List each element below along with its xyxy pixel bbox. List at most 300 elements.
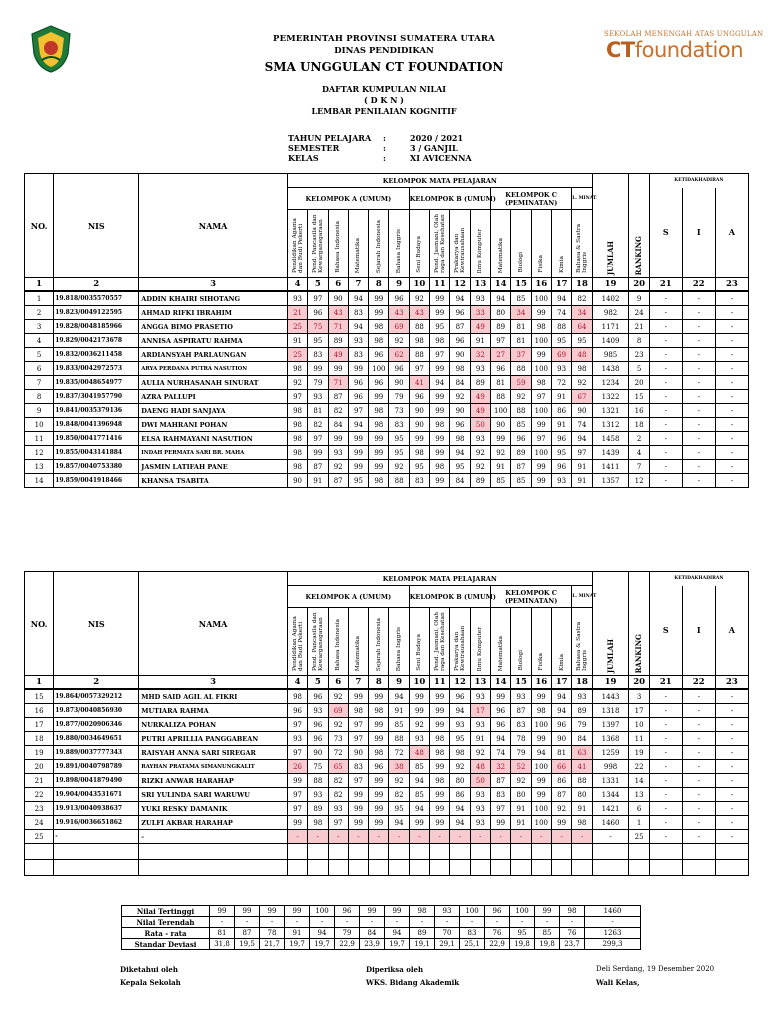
stats-value: 76 bbox=[560, 928, 585, 939]
stats-value: 99 bbox=[360, 906, 385, 917]
score-cell: 100 bbox=[531, 446, 551, 460]
score-cell: 99 bbox=[430, 362, 450, 376]
score-cell: 98 bbox=[531, 376, 551, 390]
score-cell: 100 bbox=[531, 816, 551, 830]
row-nama: DWI MAHRANI POHAN bbox=[139, 418, 288, 432]
subject-header: Kimia bbox=[551, 608, 571, 676]
column-number: 21 bbox=[649, 278, 682, 292]
statistics-table bbox=[121, 905, 641, 950]
score-cell: 89 bbox=[470, 474, 490, 488]
score-cell: 37 bbox=[511, 348, 531, 362]
row-nis: 19.891/0040798789 bbox=[54, 760, 139, 774]
score-cell: 81 bbox=[551, 746, 571, 760]
score-cell: 90 bbox=[572, 404, 592, 418]
column-number: 22 bbox=[682, 676, 715, 690]
row-nis: 19.916/0036651862 bbox=[54, 816, 139, 830]
stats-value: - bbox=[410, 917, 435, 928]
score-cell: 97 bbox=[287, 788, 307, 802]
column-number: 4 bbox=[287, 278, 307, 292]
column-number: 17 bbox=[551, 676, 571, 690]
score-cell: 71 bbox=[328, 320, 348, 334]
row-a: - bbox=[715, 291, 748, 306]
row-ranking: 17 bbox=[629, 704, 649, 718]
score-cell: 98 bbox=[287, 432, 307, 446]
row-nis: 19.855/0043141884 bbox=[54, 446, 139, 460]
score-cell: 93 bbox=[551, 362, 571, 376]
row-nis: 19.898/0041879490 bbox=[54, 774, 139, 788]
table-row bbox=[25, 320, 749, 334]
score-cell: 99 bbox=[348, 460, 368, 474]
row-nis: 19.880/0034649651 bbox=[54, 732, 139, 746]
stats-label: Standar Deviasi bbox=[122, 939, 210, 950]
row-i: - bbox=[682, 746, 715, 760]
table-row bbox=[25, 689, 749, 704]
score-cell: 94 bbox=[430, 376, 450, 390]
score-cell: 93 bbox=[308, 390, 328, 404]
score-cell: 97 bbox=[348, 774, 368, 788]
stats-value: 22,9 bbox=[485, 939, 510, 950]
row-no: 1 bbox=[25, 291, 54, 306]
score-cell: 86 bbox=[551, 774, 571, 788]
col-no: NO. bbox=[25, 572, 54, 676]
score-cell: 82 bbox=[572, 291, 592, 306]
score-cell: 99 bbox=[491, 689, 511, 704]
row-jumlah: 1312 bbox=[592, 418, 629, 432]
score-cell: 91 bbox=[572, 474, 592, 488]
stats-value: 21,7 bbox=[260, 939, 285, 950]
col-nis: NIS bbox=[54, 174, 139, 278]
score-cell: 64 bbox=[572, 320, 592, 334]
score-cell: 49 bbox=[328, 348, 348, 362]
stats-value: 19,7 bbox=[285, 939, 310, 950]
score-cell: 72 bbox=[328, 746, 348, 760]
stats-value: 94 bbox=[310, 928, 335, 939]
score-cell: 98 bbox=[369, 746, 389, 760]
score-cell: 88 bbox=[551, 320, 571, 334]
row-nama: NURKALIZA POHAN bbox=[139, 718, 288, 732]
column-number: 4 bbox=[287, 676, 307, 690]
score-cell: 92 bbox=[551, 802, 571, 816]
column-number: 18 bbox=[572, 676, 592, 690]
stats-value: 19,7 bbox=[310, 939, 335, 950]
group-b-header: KELOMPOK B (UMUM) bbox=[409, 188, 490, 210]
score-cell: 95 bbox=[389, 802, 409, 816]
stats-label: Rata - rata bbox=[122, 928, 210, 939]
score-cell: 100 bbox=[369, 362, 389, 376]
score-cell: 94 bbox=[409, 774, 429, 788]
score-cell: 93 bbox=[470, 432, 490, 446]
column-number: 7 bbox=[348, 278, 368, 292]
row-nis: 19.828/0048185966 bbox=[54, 320, 139, 334]
jumlah-header: JUMLAH bbox=[605, 240, 615, 275]
row-ranking: 14 bbox=[629, 774, 649, 788]
score-cell: 99 bbox=[409, 432, 429, 446]
table-row bbox=[25, 460, 749, 474]
score-cell: 98 bbox=[409, 334, 429, 348]
score-cell: 96 bbox=[551, 432, 571, 446]
table-row bbox=[25, 704, 749, 718]
row-nis: 19.877/0020906346 bbox=[54, 718, 139, 732]
score-cell: 94 bbox=[450, 704, 470, 718]
score-cell: 88 bbox=[409, 348, 429, 362]
score-cell: 99 bbox=[308, 446, 328, 460]
score-cell: 83 bbox=[308, 348, 328, 362]
row-nis: 19.848/0041396948 bbox=[54, 418, 139, 432]
row-nis: 19.837/3041957790 bbox=[54, 390, 139, 404]
score-cell: 95 bbox=[450, 732, 470, 746]
score-cell: 99 bbox=[348, 802, 368, 816]
col-no: NO. bbox=[25, 174, 54, 278]
score-cell: 49 bbox=[470, 390, 490, 404]
score-cell: 99 bbox=[287, 816, 307, 830]
score-cell: 92 bbox=[409, 291, 429, 306]
column-number: 7 bbox=[348, 676, 368, 690]
score-cell: 90 bbox=[409, 418, 429, 432]
stats-value: 22,9 bbox=[335, 939, 360, 950]
score-cell: 99 bbox=[369, 774, 389, 788]
group-a-header: KELOMPOK A (UMUM) bbox=[287, 586, 409, 608]
group-c-header: KELOMPOK C (PEMINATAN) bbox=[491, 586, 572, 608]
subject-header: Pend. Pancasila dan Kewarganegaraan bbox=[308, 210, 328, 278]
stats-value: 76 bbox=[485, 928, 510, 939]
column-number: 11 bbox=[430, 676, 450, 690]
row-no: 22 bbox=[25, 788, 54, 802]
row-ranking: 10 bbox=[629, 718, 649, 732]
score-cell: 99 bbox=[348, 362, 368, 376]
row-jumlah: 1438 bbox=[592, 362, 629, 376]
score-cell: 98 bbox=[287, 460, 307, 474]
score-cell: 97 bbox=[348, 404, 368, 418]
row-nama: PUTRI APRILLIA PANGGABEAN bbox=[139, 732, 288, 746]
stats-value: - bbox=[460, 917, 485, 928]
row-i: - bbox=[682, 320, 715, 334]
row-i: - bbox=[682, 362, 715, 376]
score-cell: 93 bbox=[287, 291, 307, 306]
stats-value: 87 bbox=[235, 928, 260, 939]
row-nama: MHD SAID AGIL AL FIKRI bbox=[139, 689, 288, 704]
subject-header: Prakarya dan Kewirausahaan bbox=[450, 210, 470, 278]
score-cell: 92 bbox=[511, 390, 531, 404]
score-cell: 87 bbox=[511, 704, 531, 718]
row-a: - bbox=[715, 802, 748, 816]
subject-header: Sejarah Indonesia bbox=[369, 210, 389, 278]
column-number: 14 bbox=[491, 278, 511, 292]
score-cell: 98 bbox=[308, 816, 328, 830]
row-nama: JASMIN LATIFAH PANE bbox=[139, 460, 288, 474]
column-number: 8 bbox=[369, 676, 389, 690]
subject-header: Matematika bbox=[348, 210, 368, 278]
stats-value: - bbox=[560, 917, 585, 928]
score-cell: 91 bbox=[287, 334, 307, 348]
row-i: - bbox=[682, 689, 715, 704]
score-cell: 99 bbox=[430, 704, 450, 718]
row-jumlah: - bbox=[592, 830, 629, 844]
score-cell: 94 bbox=[450, 802, 470, 816]
row-i: - bbox=[682, 446, 715, 460]
score-cell: 87 bbox=[308, 460, 328, 474]
score-cell: 93 bbox=[551, 474, 571, 488]
subject-header: Pendidikan Agama dan Budi Pekerti bbox=[287, 608, 307, 676]
row-no: 10 bbox=[25, 418, 54, 432]
row-i: - bbox=[682, 348, 715, 362]
column-number: 11 bbox=[430, 278, 450, 292]
score-cell: 99 bbox=[531, 418, 551, 432]
row-a: - bbox=[715, 746, 748, 760]
subject-header: Seni Budaya bbox=[409, 608, 429, 676]
score-cell: 71 bbox=[328, 376, 348, 390]
score-cell: 97 bbox=[328, 816, 348, 830]
score-cell: 98 bbox=[369, 320, 389, 334]
score-cell: 73 bbox=[389, 404, 409, 418]
score-cell: 98 bbox=[430, 732, 450, 746]
row-jumlah: 1344 bbox=[592, 788, 629, 802]
row-nis: 19.904/0043531671 bbox=[54, 788, 139, 802]
score-cell: 97 bbox=[287, 746, 307, 760]
score-cell: 52 bbox=[511, 760, 531, 774]
score-cell: 95 bbox=[409, 460, 429, 474]
score-cell: 97 bbox=[531, 390, 551, 404]
stats-row bbox=[122, 939, 641, 950]
score-cell: 97 bbox=[287, 718, 307, 732]
row-a: - bbox=[715, 376, 748, 390]
row-nama: ANGGA BIMO PRASETIO bbox=[139, 320, 288, 334]
row-nama: INDAH PERMATA SARI BR. MAHA bbox=[139, 446, 288, 460]
score-cell: 91 bbox=[511, 816, 531, 830]
score-cell: 100 bbox=[531, 760, 551, 774]
score-cell: 97 bbox=[287, 802, 307, 816]
group-a-header: KELOMPOK A (UMUM) bbox=[287, 188, 409, 210]
subject-header: Bahasa & Sastra Inggris bbox=[572, 210, 592, 278]
l-minat-header: L. MINAT bbox=[572, 188, 592, 210]
stats-value: - bbox=[285, 917, 310, 928]
score-cell: 94 bbox=[551, 291, 571, 306]
row-ranking: 13 bbox=[629, 788, 649, 802]
score-cell: 83 bbox=[511, 718, 531, 732]
score-cell: 91 bbox=[308, 474, 328, 488]
stats-value: 19,5 bbox=[235, 939, 260, 950]
score-cell: 99 bbox=[369, 432, 389, 446]
stats-value: 89 bbox=[410, 928, 435, 939]
row-i: - bbox=[682, 802, 715, 816]
subject-header: Kimia bbox=[551, 210, 571, 278]
stats-value: 99 bbox=[260, 906, 285, 917]
score-cell: - bbox=[328, 830, 348, 844]
score-cell: 99 bbox=[430, 404, 450, 418]
score-cell: 95 bbox=[572, 334, 592, 348]
score-cell: 99 bbox=[409, 689, 429, 704]
subject-header: Bahasa Inggris bbox=[389, 210, 409, 278]
score-cell: 87 bbox=[328, 474, 348, 488]
row-a: - bbox=[715, 830, 748, 844]
row-nama: MUTIARA RAHMA bbox=[139, 704, 288, 718]
score-cell: 95 bbox=[389, 432, 409, 446]
score-cell: - bbox=[450, 830, 470, 844]
row-nis: 19.818/0035570557 bbox=[54, 291, 139, 306]
score-cell: - bbox=[551, 830, 571, 844]
row-no: 3 bbox=[25, 320, 54, 334]
score-cell: 99 bbox=[348, 689, 368, 704]
score-cell: 96 bbox=[348, 390, 368, 404]
row-s: - bbox=[649, 460, 682, 474]
row-s: - bbox=[649, 816, 682, 830]
subject-header: Pendidikan Agama dan Budi Pekerti bbox=[287, 210, 307, 278]
score-cell: 86 bbox=[551, 404, 571, 418]
row-nama: ELSA RAHMAYANI NASUTION bbox=[139, 432, 288, 446]
score-cell: 88 bbox=[511, 404, 531, 418]
score-cell: 82 bbox=[328, 774, 348, 788]
brand-tagline: SEKOLAH MENENGAH ATAS UNGGULAN bbox=[604, 30, 764, 38]
score-cell: 21 bbox=[287, 306, 307, 320]
score-cell: 93 bbox=[470, 362, 490, 376]
score-cell: 90 bbox=[450, 404, 470, 418]
score-cell: 94 bbox=[572, 432, 592, 446]
score-cell: 95 bbox=[551, 334, 571, 348]
stats-value: - bbox=[435, 917, 460, 928]
row-nis: 19.889/0037777343 bbox=[54, 746, 139, 760]
row-nama: ARDIANSYAH PARLAUNGAN bbox=[139, 348, 288, 362]
row-s: - bbox=[649, 334, 682, 348]
stats-value: 29,1 bbox=[435, 939, 460, 950]
row-i: - bbox=[682, 760, 715, 774]
subject-header: Sejarah Indonesia bbox=[369, 608, 389, 676]
subject-header: Ilmu Komputer bbox=[470, 608, 490, 676]
row-i: - bbox=[682, 432, 715, 446]
row-nis: 19.857/0040753380 bbox=[54, 460, 139, 474]
subject-header: Bahasa Indonesia bbox=[328, 210, 348, 278]
row-nama: AHMAD RIFKI IBRAHIM bbox=[139, 306, 288, 320]
score-cell: 85 bbox=[511, 291, 531, 306]
col-nama: NAMA bbox=[139, 174, 288, 278]
table-row bbox=[25, 404, 749, 418]
group-c-header: KELOMPOK C (PEMINATAN) bbox=[491, 188, 572, 210]
stats-value: 23,7 bbox=[560, 939, 585, 950]
score-cell: 91 bbox=[572, 802, 592, 816]
stats-value: 100 bbox=[510, 906, 535, 917]
row-a: - bbox=[715, 306, 748, 320]
score-cell: 81 bbox=[491, 376, 511, 390]
row-jumlah: 1409 bbox=[592, 334, 629, 348]
score-cell: 92 bbox=[389, 460, 409, 474]
score-cell: 96 bbox=[287, 704, 307, 718]
stats-value: 19,8 bbox=[510, 939, 535, 950]
score-cell: 95 bbox=[450, 460, 470, 474]
column-number: 20 bbox=[629, 676, 649, 690]
row-i: - bbox=[682, 306, 715, 320]
row-a: - bbox=[715, 418, 748, 432]
score-cell: 34 bbox=[572, 306, 592, 320]
row-s: - bbox=[649, 760, 682, 774]
subject-header: Seni Budaya bbox=[409, 210, 429, 278]
score-cell: 92 bbox=[511, 774, 531, 788]
score-cell: 98 bbox=[348, 704, 368, 718]
score-cell: 99 bbox=[430, 432, 450, 446]
score-cell: 94 bbox=[348, 418, 368, 432]
row-no: 14 bbox=[25, 474, 54, 488]
row-no: 16 bbox=[25, 704, 54, 718]
score-cell: 99 bbox=[430, 689, 450, 704]
score-cell: 93 bbox=[511, 689, 531, 704]
table-row bbox=[25, 830, 749, 844]
absence-i: I bbox=[682, 188, 715, 278]
table-row bbox=[25, 718, 749, 732]
subject-header: Matematika bbox=[348, 608, 368, 676]
row-i: - bbox=[682, 376, 715, 390]
row-ranking: 15 bbox=[629, 390, 649, 404]
row-i: - bbox=[682, 418, 715, 432]
column-number: 2 bbox=[54, 676, 139, 690]
score-cell: 100 bbox=[531, 334, 551, 348]
score-cell: 85 bbox=[389, 718, 409, 732]
score-cell: 84 bbox=[328, 418, 348, 432]
row-no: 11 bbox=[25, 432, 54, 446]
score-cell: 92 bbox=[389, 334, 409, 348]
score-cell: 96 bbox=[308, 732, 328, 746]
subject-group-header: KELOMPOK MATA PELAJARAN bbox=[287, 572, 592, 586]
stats-value: - bbox=[235, 917, 260, 928]
stats-value: 100 bbox=[460, 906, 485, 917]
row-i: - bbox=[682, 788, 715, 802]
row-i: - bbox=[682, 474, 715, 488]
score-cell: 100 bbox=[531, 362, 551, 376]
row-ranking: 23 bbox=[629, 348, 649, 362]
row-ranking: 5 bbox=[629, 362, 649, 376]
score-cell: 93 bbox=[409, 732, 429, 746]
score-cell: 99 bbox=[531, 306, 551, 320]
row-nis: 19.859/0041918466 bbox=[54, 474, 139, 488]
score-cell: 99 bbox=[531, 460, 551, 474]
stats-label: Nilai Terendah bbox=[122, 917, 210, 928]
row-nis: 19.835/0048654977 bbox=[54, 376, 139, 390]
score-cell: 97 bbox=[491, 334, 511, 348]
row-ranking: 2 bbox=[629, 432, 649, 446]
score-cell: 32 bbox=[491, 760, 511, 774]
column-number: 13 bbox=[470, 676, 490, 690]
score-cell: 88 bbox=[308, 774, 328, 788]
row-ranking: 11 bbox=[629, 732, 649, 746]
score-cell: 89 bbox=[572, 704, 592, 718]
table-row bbox=[25, 746, 749, 760]
score-cell: 97 bbox=[308, 291, 328, 306]
score-cell: 25 bbox=[287, 320, 307, 334]
subject-header: Pend. Jasmani, Olah raga dan Kesehatan bbox=[430, 210, 450, 278]
score-cell: 59 bbox=[511, 376, 531, 390]
row-no: 21 bbox=[25, 774, 54, 788]
score-cell: 100 bbox=[531, 802, 551, 816]
row-jumlah: 1234 bbox=[592, 376, 629, 390]
row-s: - bbox=[649, 689, 682, 704]
score-cell: 89 bbox=[470, 376, 490, 390]
score-cell: 93 bbox=[287, 732, 307, 746]
score-cell: 96 bbox=[369, 376, 389, 390]
row-i: - bbox=[682, 334, 715, 348]
table-row bbox=[25, 348, 749, 362]
row-nama: KHANSA TSABITA bbox=[139, 474, 288, 488]
stats-value: 85 bbox=[535, 928, 560, 939]
row-nis: 19.864/0057329212 bbox=[54, 689, 139, 704]
stats-value: 99 bbox=[235, 906, 260, 917]
column-number: 14 bbox=[491, 676, 511, 690]
score-cell: 89 bbox=[491, 320, 511, 334]
score-cell: 99 bbox=[531, 474, 551, 488]
score-cell: 98 bbox=[430, 774, 450, 788]
score-cell: 91 bbox=[551, 390, 571, 404]
row-i: - bbox=[682, 718, 715, 732]
table-row bbox=[25, 334, 749, 348]
row-i: - bbox=[682, 460, 715, 474]
row-i: - bbox=[682, 404, 715, 418]
score-cell: 95 bbox=[430, 320, 450, 334]
score-cell: 99 bbox=[328, 432, 348, 446]
